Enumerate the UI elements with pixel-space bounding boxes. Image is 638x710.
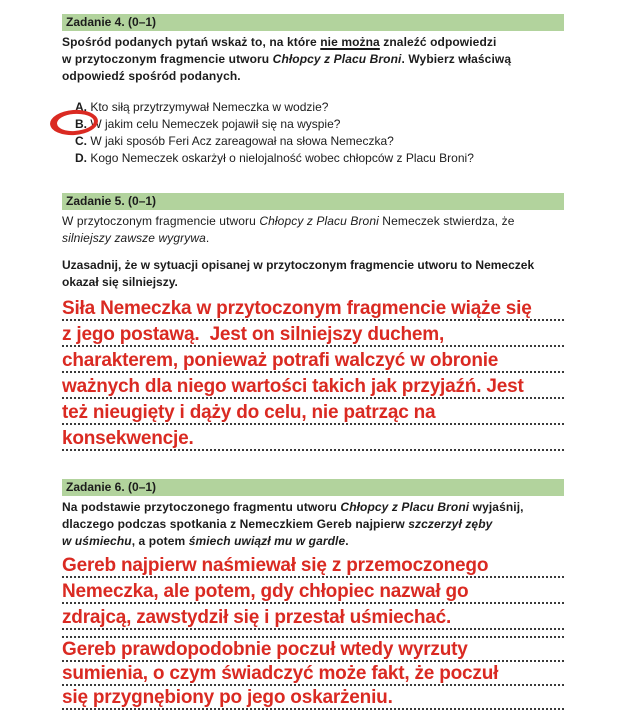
answer-line[interactable]: Gereb najpierw naśmiewał się z przemoczonego — [62, 552, 564, 578]
task5-section — [62, 193, 564, 451]
task6-section — [62, 479, 564, 710]
option-row-a[interactable] — [75, 99, 564, 116]
text-run: Chłopcy z Placu Broni — [259, 214, 379, 228]
text-run: Nemeczek stwierdza, że — [378, 214, 515, 228]
option-label: C. — [75, 134, 87, 148]
option-row-d[interactable] — [75, 150, 564, 167]
text-run: . — [205, 231, 210, 245]
text-run: w uśmiechu — [62, 534, 132, 548]
text-run: okazał się silniejszy. — [62, 275, 178, 289]
text-run: . — [345, 534, 349, 548]
text-run: W przytoczonym fragmencie utworu — [62, 214, 260, 228]
task5-question-text — [62, 213, 564, 247]
answer-line[interactable]: charakterem, ponieważ potrafi walczyć w obronie — [62, 347, 564, 373]
option-text: W jakim celu Nemeczek pojawił się na wyspie? — [90, 117, 341, 131]
option-label: B. — [75, 117, 87, 131]
answer-line[interactable]: konsekwencje. — [62, 425, 564, 451]
answer-line[interactable]: Nemeczka, ale potem, gdy chłopiec nazwał go — [62, 578, 564, 604]
task6-question-text — [62, 499, 564, 550]
task4-question-text — [62, 34, 564, 85]
task5-header: Zadanie 5. (0–1) — [62, 193, 564, 210]
task4-section — [62, 14, 564, 167]
text-run: znaleźć odpowiedzi — [379, 35, 497, 49]
text-run: Uzasadnij, że w sytuacji opisanej w przytoczonym fragmencie utworu to Nemeczek — [62, 258, 535, 272]
answer-line[interactable]: zdrajcą, zawstydził się i przestał uśmiechać. — [62, 604, 564, 630]
text-run: , a potem — [131, 534, 189, 548]
option-row-b[interactable] — [75, 116, 564, 133]
text-run: nie można — [320, 35, 380, 49]
text-run: silniejszy zawsze wygrywa — [62, 231, 206, 245]
answer-line[interactable]: ważnych dla niego wartości takich jak przyjaźń. Jest — [62, 373, 564, 399]
answer-line[interactable]: Siła Nemeczka w przytoczonym fragmencie wiąże się — [62, 295, 564, 321]
task4-header: Zadanie 4. (0–1) — [62, 14, 564, 31]
text-run: odpowiedź spośród podanych. — [62, 69, 241, 83]
answer-line[interactable]: Gereb prawdopodobnie poczuł wtedy wyrzuty — [62, 638, 564, 662]
task6-header: Zadanie 6. (0–1) — [62, 479, 564, 496]
option-row-c[interactable] — [75, 133, 564, 150]
option-label: A. — [75, 100, 87, 114]
text-run: dlaczego podczas spotkania z Nemeczkiem Gereb najpierw — [62, 517, 409, 531]
option-label: D. — [75, 151, 87, 165]
text-run: Chłopcy z Placu Broni — [340, 500, 470, 514]
answer-line[interactable]: też nieugięty i dąży do celu, nie patrząc na — [62, 399, 564, 425]
text-run: Chłopcy z Placu Broni — [272, 52, 402, 66]
answer-line[interactable]: sumienia, o czym świadczyć może fakt, że poczuł — [62, 662, 564, 686]
text-run: w przytoczonym fragmencie utworu — [62, 52, 273, 66]
text-run: szczerzył zęby — [408, 517, 493, 531]
option-text: W jaki sposób Feri Acz zareagował na słowa Nemeczka? — [90, 134, 394, 148]
text-run: . Wybierz właściwą — [401, 52, 512, 66]
option-text: Kto siłą przytrzymywał Nemeczka w wodzie? — [90, 100, 329, 114]
answer-line[interactable]: się przygnębiony po jego oskarżeniu. — [62, 686, 564, 710]
task4-options — [62, 99, 564, 167]
task5-answer-area — [62, 295, 564, 451]
answer-line[interactable]: z jego postawą. Jest on silniejszy duchem, — [62, 321, 564, 347]
text-run: śmiech uwiązł mu w gardle — [188, 534, 346, 548]
task6-answer-area — [62, 552, 564, 710]
text-run: Na podstawie przytoczonego fragmentu utworu — [62, 500, 341, 514]
answer-line-blank[interactable] — [62, 630, 564, 638]
option-text: Kogo Nemeczek oskarżył o nielojalność wobec chłopców z Placu Broni? — [90, 151, 474, 165]
text-run: wyjaśnij, — [469, 500, 524, 514]
task5-prompt-text — [62, 257, 564, 291]
text-run: Spośród podanych pytań wskaż to, na które — [62, 35, 321, 49]
